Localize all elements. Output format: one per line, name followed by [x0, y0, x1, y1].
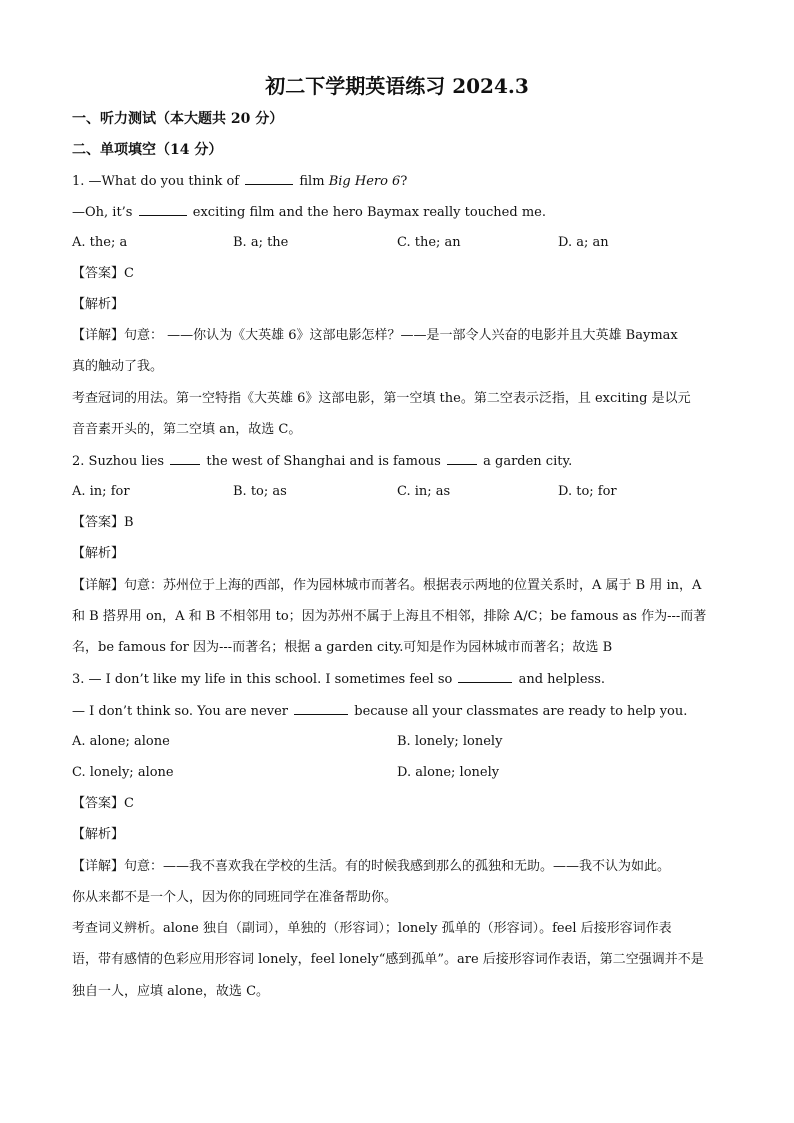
q2-detail-line: 和 B 搭界用 on，A 和 B 不相邻用 to；因为苏州不属于上海且不相邻，排除 A/C；be famous as 作为---而著	[72, 609, 707, 624]
q3-answer-label: 【答案】	[72, 796, 125, 811]
q2-analysis-label: 【解析】	[72, 546, 125, 561]
q2-detail-line: 【详解】句意：苏州位于上海的西部，作为园林城市而著名。根据表示两地的位置关系时，A 属于 B 用 in，A	[72, 578, 702, 593]
q2-stem-end: a garden city.	[483, 454, 573, 469]
q2-answer	[72, 514, 134, 532]
q2-blank-1	[170, 452, 200, 465]
q1-detail-line: 音音素开头的，第二空填 an，故选 C。	[72, 422, 302, 437]
q2-option-d: D. to; for	[558, 484, 617, 499]
q3-stem-start: 3. — I don’t like my life in this school. I sometimes feel so	[72, 672, 453, 687]
q2-stem	[72, 452, 572, 471]
q2-option-c: C. in; as	[397, 484, 451, 499]
q2-option-a: A. in; for	[72, 484, 130, 499]
q2-answer-value: B	[124, 515, 134, 530]
q3-answer	[72, 795, 134, 813]
q1-response-end: exciting film and the hero Baymax really touched me.	[192, 205, 546, 220]
q3-blank-2	[294, 702, 348, 715]
q1-stem-mid: film	[299, 174, 325, 189]
page-title: 初二下学期英语练习 2024.3	[265, 74, 529, 98]
q1-option-d: D. a; an	[558, 235, 609, 250]
q1-detail-line: 真的触动了我。	[72, 359, 164, 374]
q3-option-c: C. lonely; alone	[72, 765, 174, 780]
q3-analysis-label: 【解析】	[72, 827, 125, 842]
q3-response-end: because all your classmates are ready to help you.	[354, 704, 688, 719]
q1-stem-end: ?	[400, 174, 408, 189]
q1-blank-1	[245, 172, 293, 185]
q3-answer-value: C	[124, 796, 134, 811]
q3-stem	[72, 670, 605, 689]
q3-blank-1	[458, 670, 512, 683]
q3-response	[72, 702, 687, 721]
q1-blank-2	[139, 203, 187, 216]
q3-stem-end: and helpless.	[518, 672, 606, 687]
q2-detail-line: 名，be famous for 因为---而著名；根据 a garden city.可知是作为园林城市而著名；故选 B	[72, 640, 613, 655]
q1-stem-start: 1. —What do you think of	[72, 174, 240, 189]
q1-answer-label: 【答案】	[72, 266, 125, 281]
q1-option-a: A. the; a	[72, 235, 128, 250]
q1-detail-line: 【详解】句意： ——你认为《大英雄 6》这部电影怎样？——是一部令人兴奋的电影并且大英雄 Baymax	[72, 328, 678, 343]
q3-detail-line: 【详解】句意：——我不喜欢我在学校的生活。有的时候我感到那么的孤独和无助。——我不认为如此。	[72, 859, 671, 874]
q3-detail-line: 独自一人，应填 alone，故选 C。	[72, 984, 270, 999]
q3-option-a: A. alone; alone	[72, 734, 170, 749]
q1-response-start: —Oh, it’s	[72, 205, 133, 220]
q1-answer	[72, 265, 134, 283]
q1-analysis-label: 【解析】	[72, 297, 125, 312]
q2-stem-mid: the west of Shanghai and is famous	[206, 454, 441, 469]
section-single-choice: 二、单项填空（14 分）	[72, 142, 223, 158]
q1-option-b: B. a; the	[233, 235, 289, 250]
q2-option-b: B. to; as	[233, 484, 287, 499]
section-listening: 一、听力测试（本大题共 20 分）	[72, 111, 284, 127]
q1-response	[72, 203, 546, 222]
q3-detail-line: 考查词义辨析。alone 独自（副词），单独的（形容词）；lonely 孤单的（形容词）。feel 后接形容词作表	[72, 921, 672, 936]
q3-detail-line: 你从来都不是一个人，因为你的同班同学在准备帮助你。	[72, 890, 398, 905]
q1-detail-line: 考查冠词的用法。第一空特指《大英雄 6》这部电影，第一空填 the。第二空表示泛指，且 exciting 是以元	[72, 391, 691, 406]
q1-film-title: Big Hero 6	[328, 174, 401, 189]
q1-stem	[72, 172, 407, 191]
q2-blank-2	[447, 452, 477, 465]
q3-detail-line: 语，带有感情的色彩应用形容词 lonely，feel lonely“感到孤单”。are 后接形容词作表语，第二空强调并不是	[72, 952, 704, 967]
q2-stem-start: 2. Suzhou lies	[72, 454, 165, 469]
q2-answer-label: 【答案】	[72, 515, 125, 530]
q3-response-start: — I don’t think so. You are never	[72, 704, 288, 719]
q1-answer-value: C	[124, 266, 134, 281]
q3-option-b: B. lonely; lonely	[397, 734, 503, 749]
q1-option-c: C. the; an	[397, 235, 461, 250]
q3-option-d: D. alone; lonely	[397, 765, 500, 780]
